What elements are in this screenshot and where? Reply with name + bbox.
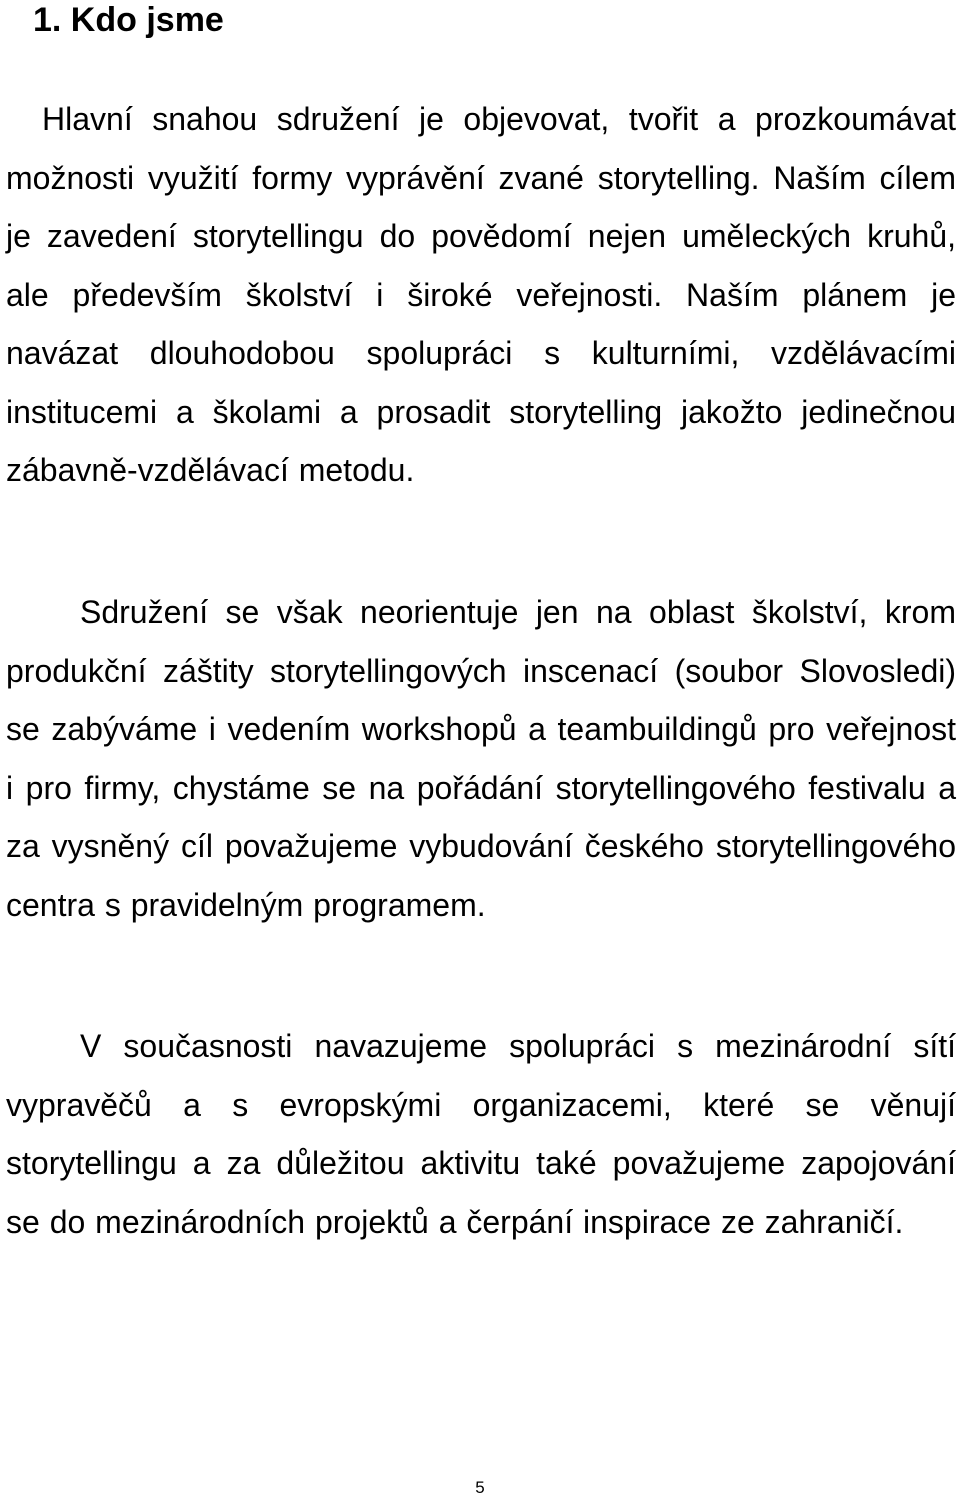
- page-number: 5: [475, 1478, 485, 1497]
- section-heading: 1. Kdo jsme: [33, 1, 224, 39]
- paragraph-intro: Hlavní snahou sdružení je objevovat, tvořit a prozkoumávat možnosti využití formy vyprávění zvané storytelling. Naším cílem je zavedení storytellingu do povědomí nejen uměleckých kruhů, ale především školství i široké veřejnosti. Naším plánem je navázat dlouhodobou spolupráci s kulturními, vzdělávacími institucemi a školami a prosadit storytelling jakožto jedinečnou zábavně-vzdělávací metodu.: [6, 101, 956, 488]
- paragraph-activities: Sdružení se však neorientuje jen na oblast školství, krom produkční záštity storytellingových inscenací (soubor Slovosledi) se zabýváme i vedením workshopů a teambuildingů pro veřejnost i pro firmy, chystáme se na pořádání storytellingového festivalu a za vysněný cíl považujeme vybudování českého storytellingového centra s pravidelným programem.: [6, 594, 956, 923]
- paragraph-international: V současnosti navazujeme spolupráci s mezinárodní sítí vypravěčů a s evropskými organizacemi, které se věnují storytellingu a za důležitou aktivitu také považujeme zapojování se do mezinárodních projektů a čerpání inspirace ze zahraničí.: [6, 1028, 956, 1240]
